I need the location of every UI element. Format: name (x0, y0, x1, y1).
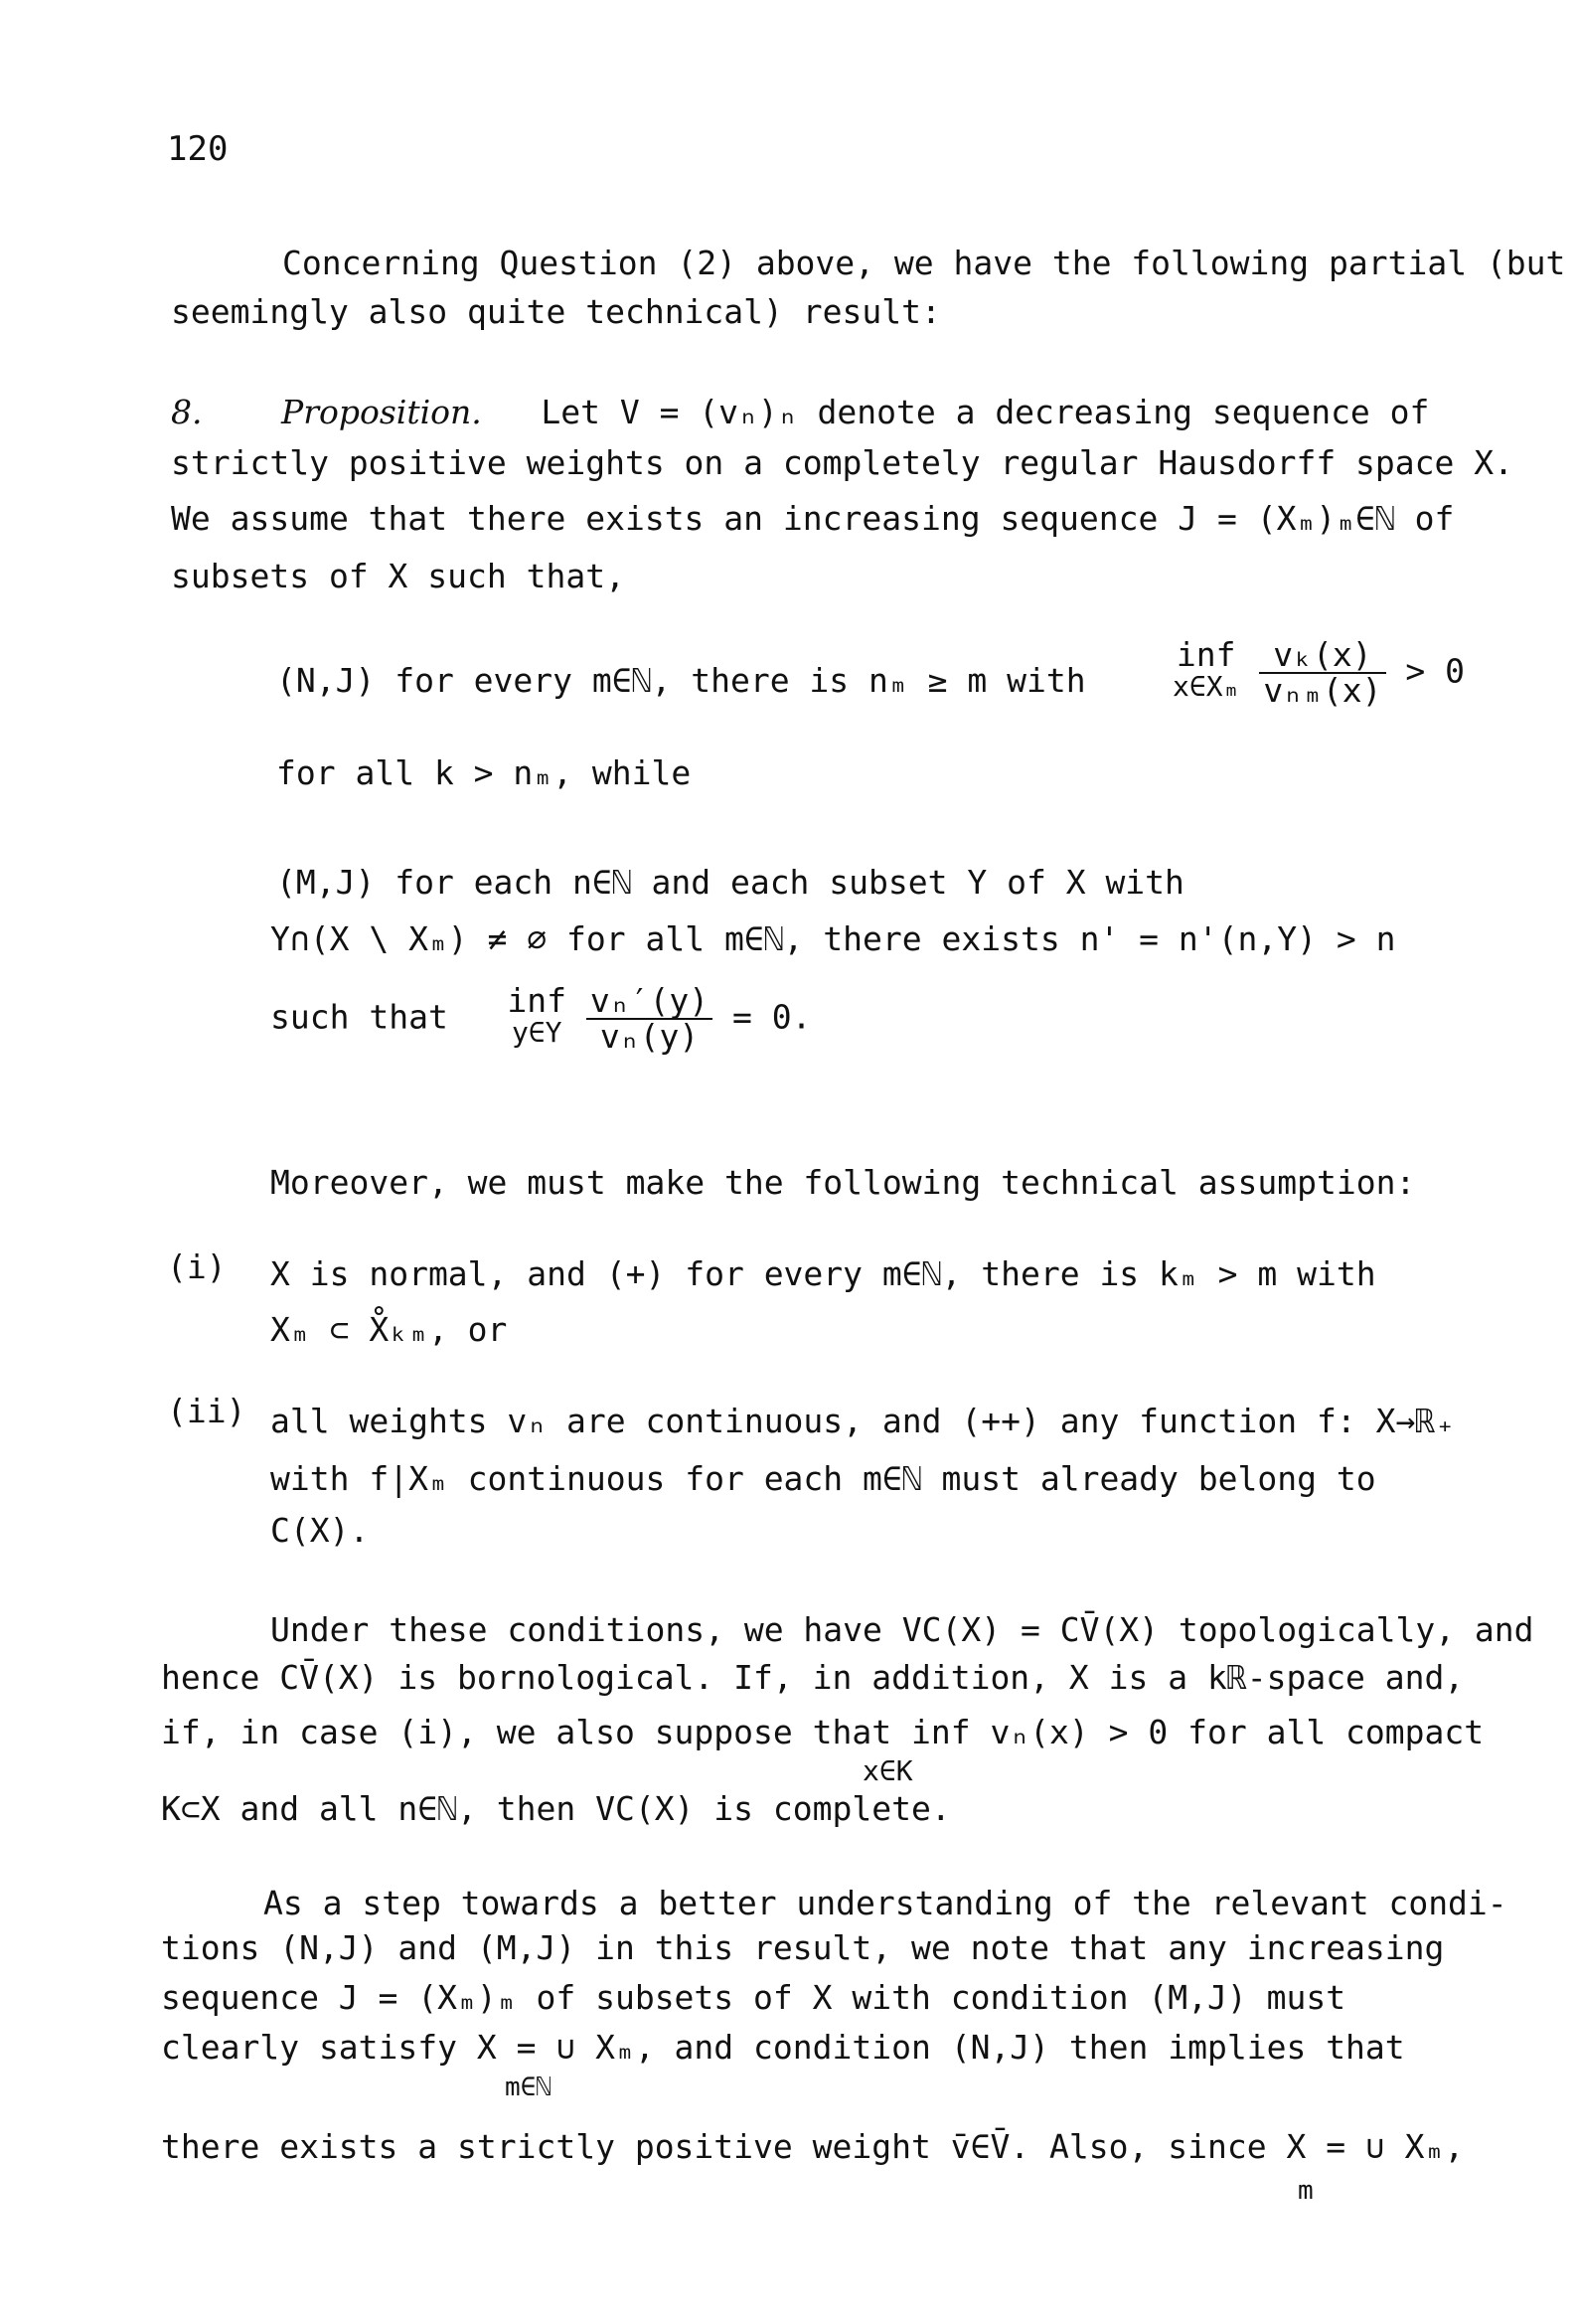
proposition-line: We assume that there exists an increasing sequence J = (Xₘ)ₘ∈ℕ of (171, 499, 1455, 538)
assumption-label: (i) (167, 1247, 227, 1286)
mj-relation: = 0. (732, 997, 812, 1037)
mj-inf: inf (507, 981, 567, 1020)
nj-inf-sub: x∈Xₘ (1173, 670, 1240, 703)
intro-line: seemingly also quite technical) result: (171, 292, 941, 331)
proposition-line: strictly positive weights on a completely regular Hausdorff space X. (171, 443, 1514, 482)
proposition-line: Let V = (vₙ)ₙ denote a decreasing sequence of (541, 393, 1430, 431)
mj-inf-sub: y∈Y (511, 1016, 562, 1049)
nj-formula (1173, 635, 1466, 710)
closing-line: clearly satisfy X = ∪ Xₘ, and condition (N,J) then implies that (161, 2028, 1405, 2067)
mj-denominator: vₙ(y) (599, 1017, 700, 1056)
proposition-line: subsets of X such that, (171, 557, 625, 595)
page-number: 120 (167, 129, 229, 169)
proposition-number: 8. (171, 393, 203, 431)
closing-line: tions (N,J) and (M,J) in this result, we note that any increasing (161, 1928, 1445, 1967)
mj-statement: Y∩(X \ Xₘ) ≠ ∅ for all m∈ℕ, there exists n' = n'(n,Y) > n (270, 919, 1396, 958)
assumption-ii-line: all weights vₙ are continuous, and (++) any function f: X→ℝ₊ (270, 1402, 1456, 1440)
conclusion-line: Under these conditions, we have VC(X) = CV̄(X) topologically, and (270, 1610, 1534, 1649)
nj-denominator: vₙₘ(x) (1263, 671, 1382, 710)
mj-formula (270, 981, 812, 1056)
intro-line: Concerning Question (2) above, we have the following partial (but (282, 244, 1566, 282)
nj-numerator: vₖ(x) (1259, 638, 1385, 674)
closing-line: As a step towards a better understanding of the relevant condi- (263, 1884, 1507, 1922)
nj-relation: > 0 (1405, 651, 1466, 691)
closing-union-sub: m (1298, 2176, 1314, 2206)
moreover-line: Moreover, we must make the following technical assumption: (270, 1163, 1416, 1202)
mj-statement: (M,J) for each n∈ℕ and each subset Y of X with (276, 863, 1184, 902)
proposition-label: Proposition. (280, 393, 482, 431)
closing-line: there exists a strictly positive weight v̄∈V̄. Also, since X = ∪ Xₘ, (161, 2127, 1465, 2166)
conclusion-line: hence CV̄(X) is bornological. If, in addition, X is a kℝ-space and, (161, 1658, 1465, 1697)
closing-union-sub: m∈ℕ (505, 2073, 552, 2102)
assumption-i-line: Xₘ ⊂ X̊ₖₘ, or (270, 1310, 508, 1349)
conclusion-line: if, in case (i), we also suppose that inf vₙ(x) > 0 for all compact (161, 1713, 1485, 1751)
conclusion-inf-sub: x∈K (863, 1754, 913, 1787)
assumption-i-line: X is normal, and (+) for every m∈ℕ, there is kₘ > m with (270, 1254, 1376, 1293)
mj-numerator: vₙ′(y) (586, 984, 712, 1020)
conclusion-line: K⊂X and all n∈ℕ, then VC(X) is complete. (161, 1789, 951, 1828)
mj-such-that: such that (270, 997, 448, 1037)
nj-statement: (N,J) for every m∈ℕ, there is nₘ ≥ m with (276, 661, 1086, 700)
assumption-ii-line: with f|Xₘ continuous for each m∈ℕ must already belong to (270, 1459, 1376, 1498)
nj-continuation: for all k > nₘ, while (276, 753, 692, 792)
nj-inf: inf (1176, 635, 1236, 674)
assumption-ii-line: C(X). (270, 1511, 370, 1550)
assumption-label: (ii) (167, 1392, 246, 1430)
closing-line: sequence J = (Xₘ)ₘ of subsets of X with condition (M,J) must (161, 1978, 1346, 2017)
